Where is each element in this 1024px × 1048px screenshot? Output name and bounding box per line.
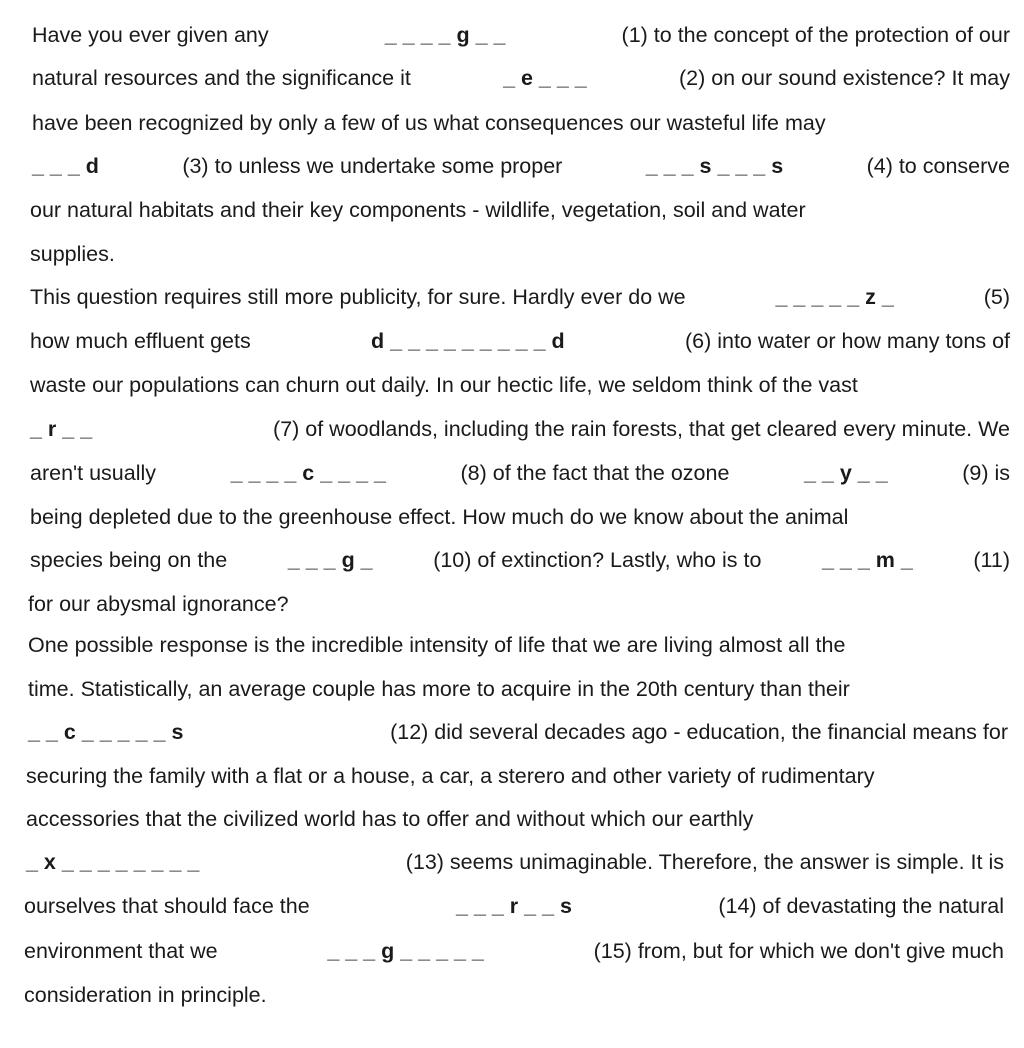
text-segment: (3) to unless we undertake some proper bbox=[182, 154, 563, 178]
text-line bbox=[0, 891, 1024, 921]
text-segment: (8) of the fact that the ozone bbox=[460, 461, 730, 485]
text-line bbox=[0, 108, 1024, 138]
blank-7: _ r _ _ bbox=[30, 417, 93, 441]
text-segment: species being on the bbox=[30, 548, 228, 572]
text-segment: (9) is bbox=[962, 461, 1010, 485]
text-segment: securing the family with a flat or a house, a car, a sterero and other variety of rudimentary bbox=[26, 764, 875, 788]
blank-14: _ _ _ r _ _ s bbox=[456, 894, 572, 918]
blank-1: _ _ _ _ g _ _ bbox=[384, 23, 506, 47]
text-segment: (13) seems unimaginable. Therefore, the answer is simple. It is bbox=[405, 850, 1004, 874]
text-line bbox=[0, 589, 1024, 619]
text-line bbox=[0, 20, 1024, 50]
text-line bbox=[0, 717, 1024, 747]
text-line bbox=[0, 63, 1024, 93]
blank-10: _ _ _ g _ bbox=[287, 548, 373, 572]
text-segment: (5) bbox=[983, 285, 1010, 309]
text-segment: natural resources and the significance it bbox=[32, 66, 411, 90]
blank-13: _ x _ _ _ _ _ _ _ _ bbox=[26, 850, 200, 874]
text-line bbox=[0, 326, 1024, 356]
text-segment: (6) into water or how many tons of bbox=[684, 329, 1010, 353]
blank-5: _ _ _ _ _ z _ bbox=[775, 285, 894, 309]
text-line bbox=[0, 458, 1024, 488]
text-segment: (12) did several decades ago - education, the financial means for bbox=[390, 720, 1008, 744]
text-line bbox=[0, 151, 1024, 181]
blank-3: _ _ _ d bbox=[32, 154, 99, 178]
blank-8: _ _ _ _ c _ _ _ _ bbox=[230, 461, 386, 485]
text-line bbox=[0, 936, 1024, 966]
text-segment: (14) of devastating the natural bbox=[718, 894, 1004, 918]
blank-15: _ _ _ g _ _ _ _ _ bbox=[327, 939, 484, 963]
text-line bbox=[0, 239, 1024, 269]
text-segment: (2) on our sound existence? It may bbox=[678, 66, 1010, 90]
text-line bbox=[0, 195, 1024, 225]
text-line bbox=[0, 980, 1024, 1010]
text-line bbox=[0, 674, 1024, 704]
blank-4: _ _ _ s _ _ _ s bbox=[645, 154, 784, 178]
text-line bbox=[0, 804, 1024, 834]
text-segment: (11) bbox=[973, 548, 1010, 572]
text-segment: (15) from, but for which we don't give much bbox=[593, 939, 1004, 963]
text-line bbox=[0, 414, 1024, 444]
blank-6: d _ _ _ _ _ _ _ _ _ d bbox=[371, 329, 565, 353]
text-segment: environment that we bbox=[24, 939, 218, 963]
text-segment: our natural habitats and their key components - wildlife, vegetation, soil and water bbox=[30, 198, 806, 222]
text-segment: have been recognized by only a few of us what consequences our wasteful life may bbox=[32, 111, 826, 135]
text-segment: This question requires still more publicity, for sure. Hardly ever do we bbox=[30, 285, 686, 309]
blank-9: _ _ y _ _ bbox=[803, 461, 888, 485]
text-line bbox=[0, 502, 1024, 532]
text-segment: ourselves that should face the bbox=[24, 894, 310, 918]
text-segment: being depleted due to the greenhouse effect. How much do we know about the animal bbox=[30, 505, 849, 529]
text-segment: how much effluent gets bbox=[30, 329, 251, 353]
text-segment: waste our populations can churn out daily. In our hectic life, we seldom think of the vast bbox=[30, 373, 858, 397]
text-segment: (1) to the concept of the protection of our bbox=[621, 23, 1010, 47]
text-line bbox=[0, 370, 1024, 400]
text-segment: One possible response is the incredible intensity of life that we are living almost all the bbox=[28, 633, 846, 657]
text-segment: supplies. bbox=[30, 242, 115, 266]
text-segment: (7) of woodlands, including the rain forests, that get cleared every minute. We bbox=[273, 417, 1010, 441]
text-line bbox=[0, 282, 1024, 312]
blank-11: _ _ _ m _ bbox=[821, 548, 913, 572]
text-line bbox=[0, 630, 1024, 660]
text-segment: Have you ever given any bbox=[32, 23, 269, 47]
text-segment: (4) to conserve bbox=[866, 154, 1010, 178]
text-line bbox=[0, 761, 1024, 791]
text-segment: accessories that the civilized world has to offer and without which our earthly bbox=[26, 807, 754, 831]
text-segment: time. Statistically, an average couple has more to acquire in the 20th century than their bbox=[28, 677, 850, 701]
text-segment: aren't usually bbox=[30, 461, 157, 485]
blank-2: _ e _ _ _ bbox=[503, 66, 587, 90]
text-segment: (10) of extinction? Lastly, who is to bbox=[433, 548, 762, 572]
text-line bbox=[0, 847, 1024, 877]
text-segment: for our abysmal ignorance? bbox=[28, 592, 289, 616]
text-segment: consideration in principle. bbox=[24, 983, 267, 1007]
blank-12: _ _ c _ _ _ _ _ s bbox=[28, 720, 184, 744]
text-line bbox=[0, 545, 1024, 575]
